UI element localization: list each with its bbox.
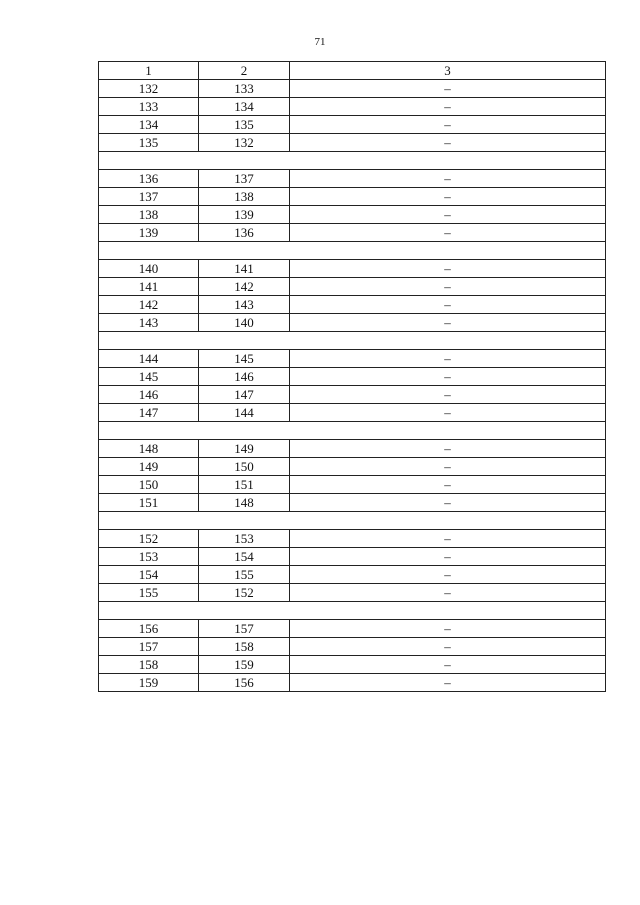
table-cell-col3: – xyxy=(290,548,606,566)
table-row xyxy=(99,638,606,656)
table-cell-col3: – xyxy=(290,80,606,98)
table-cell-col3: – xyxy=(290,620,606,638)
table-row xyxy=(99,188,606,206)
table-row xyxy=(99,548,606,566)
table-row xyxy=(99,476,606,494)
table-cell-col3: – xyxy=(290,350,606,368)
table-cell-col2: 148 xyxy=(199,494,290,512)
table-cell-col3: – xyxy=(290,566,606,584)
table-row xyxy=(99,278,606,296)
page-number: 71 xyxy=(314,36,326,48)
table-cell-col1: 145 xyxy=(99,368,199,386)
group-separator-row xyxy=(99,422,606,440)
table-cell-col3: – xyxy=(290,134,606,152)
table-cell-col3: – xyxy=(290,656,606,674)
table-row xyxy=(99,386,606,404)
table-cell-col2: 141 xyxy=(199,260,290,278)
group-separator-row xyxy=(99,242,606,260)
table-cell-col1: 155 xyxy=(99,584,199,602)
separator-cell xyxy=(99,152,606,170)
table-cell-col2: 142 xyxy=(199,278,290,296)
table-cell-col3: – xyxy=(290,206,606,224)
table-row xyxy=(99,368,606,386)
table-cell-col1: 140 xyxy=(99,260,199,278)
separator-cell xyxy=(99,422,606,440)
table-cell-col3: – xyxy=(290,188,606,206)
table-cell-col2: 136 xyxy=(199,224,290,242)
table-cell-col2: 152 xyxy=(199,584,290,602)
table-row xyxy=(99,494,606,512)
separator-cell xyxy=(99,242,606,260)
table-cell-col3: – xyxy=(290,386,606,404)
table-cell-col2: 156 xyxy=(199,674,290,692)
table-cell-col1: 159 xyxy=(99,674,199,692)
table-cell-col1: 153 xyxy=(99,548,199,566)
table-row xyxy=(99,260,606,278)
table-cell-col2: 159 xyxy=(199,656,290,674)
table-row xyxy=(99,206,606,224)
table-cell-col2: 151 xyxy=(199,476,290,494)
table-cell-col3: – xyxy=(290,224,606,242)
table-cell-col2: 132 xyxy=(199,134,290,152)
table-cell-col3: – xyxy=(290,674,606,692)
table-cell-col3: – xyxy=(290,278,606,296)
table-cell-col3: – xyxy=(290,116,606,134)
table-row xyxy=(99,116,606,134)
table-cell-col1: 134 xyxy=(99,116,199,134)
table-cell-col1: 151 xyxy=(99,494,199,512)
table-cell-col1: 135 xyxy=(99,134,199,152)
table-cell-col2: 147 xyxy=(199,386,290,404)
table-row xyxy=(99,674,606,692)
group-separator-row xyxy=(99,512,606,530)
table-row xyxy=(99,440,606,458)
group-separator-row xyxy=(99,602,606,620)
table-cell-col1: 133 xyxy=(99,98,199,116)
table-cell-col1: 154 xyxy=(99,566,199,584)
table-cell-col2: 150 xyxy=(199,458,290,476)
table-cell-col2: 138 xyxy=(199,188,290,206)
table-cell-col3: – xyxy=(290,170,606,188)
table-cell-col3: – xyxy=(290,314,606,332)
table-row xyxy=(99,458,606,476)
table-cell-col3: – xyxy=(290,584,606,602)
table-cell-col2: 133 xyxy=(199,80,290,98)
table-cell-col2: 146 xyxy=(199,368,290,386)
table-cell-col1: 148 xyxy=(99,440,199,458)
table-cell-col2: 158 xyxy=(199,638,290,656)
table-row xyxy=(99,134,606,152)
header-cell-col2: 2 xyxy=(199,62,290,80)
table-cell-col2: 157 xyxy=(199,620,290,638)
table-cell-col1: 142 xyxy=(99,296,199,314)
table-cell-col2: 154 xyxy=(199,548,290,566)
table-cell-col1: 152 xyxy=(99,530,199,548)
table-cell-col1: 149 xyxy=(99,458,199,476)
table-cell-col1: 158 xyxy=(99,656,199,674)
table-cell-col1: 150 xyxy=(99,476,199,494)
table-cell-col1: 156 xyxy=(99,620,199,638)
header-cell-col1: 1 xyxy=(99,62,199,80)
data-table xyxy=(98,61,606,692)
table-row xyxy=(99,296,606,314)
table-cell-col3: – xyxy=(290,404,606,422)
separator-cell xyxy=(99,602,606,620)
table-cell-col2: 140 xyxy=(199,314,290,332)
header-cell-col3: 3 xyxy=(290,62,606,80)
table-cell-col2: 137 xyxy=(199,170,290,188)
table-row xyxy=(99,170,606,188)
table-cell-col1: 141 xyxy=(99,278,199,296)
table-cell-col1: 139 xyxy=(99,224,199,242)
table-row xyxy=(99,566,606,584)
table-cell-col1: 138 xyxy=(99,206,199,224)
table-cell-col3: – xyxy=(290,260,606,278)
separator-cell xyxy=(99,512,606,530)
table-cell-col2: 135 xyxy=(199,116,290,134)
table-cell-col3: – xyxy=(290,494,606,512)
table-row xyxy=(99,404,606,422)
table-cell-col3: – xyxy=(290,476,606,494)
table-cell-col1: 137 xyxy=(99,188,199,206)
table-row xyxy=(99,314,606,332)
table-row xyxy=(99,656,606,674)
table-row xyxy=(99,224,606,242)
table-cell-col3: – xyxy=(290,530,606,548)
table-row xyxy=(99,98,606,116)
table-row xyxy=(99,80,606,98)
table-cell-col3: – xyxy=(290,296,606,314)
table-cell-col2: 145 xyxy=(199,350,290,368)
table-cell-col3: – xyxy=(290,98,606,116)
table-row xyxy=(99,530,606,548)
table-cell-col1: 136 xyxy=(99,170,199,188)
table-cell-col2: 155 xyxy=(199,566,290,584)
group-separator-row xyxy=(99,152,606,170)
table-cell-col2: 149 xyxy=(199,440,290,458)
separator-cell xyxy=(99,332,606,350)
table-cell-col1: 157 xyxy=(99,638,199,656)
table-cell-col1: 144 xyxy=(99,350,199,368)
table-row xyxy=(99,584,606,602)
group-separator-row xyxy=(99,332,606,350)
table-cell-col1: 147 xyxy=(99,404,199,422)
table-cell-col3: – xyxy=(290,440,606,458)
table-cell-col2: 143 xyxy=(199,296,290,314)
table-cell-col3: – xyxy=(290,458,606,476)
table-cell-col2: 144 xyxy=(199,404,290,422)
table-cell-col2: 139 xyxy=(199,206,290,224)
table-cell-col3: – xyxy=(290,638,606,656)
table-body xyxy=(99,62,606,692)
table-header-row xyxy=(99,62,606,80)
table-row xyxy=(99,620,606,638)
table-cell-col1: 146 xyxy=(99,386,199,404)
table-cell-col1: 132 xyxy=(99,80,199,98)
table-cell-col1: 143 xyxy=(99,314,199,332)
table-cell-col2: 134 xyxy=(199,98,290,116)
table-cell-col3: – xyxy=(290,368,606,386)
table-row xyxy=(99,350,606,368)
table-cell-col2: 153 xyxy=(199,530,290,548)
